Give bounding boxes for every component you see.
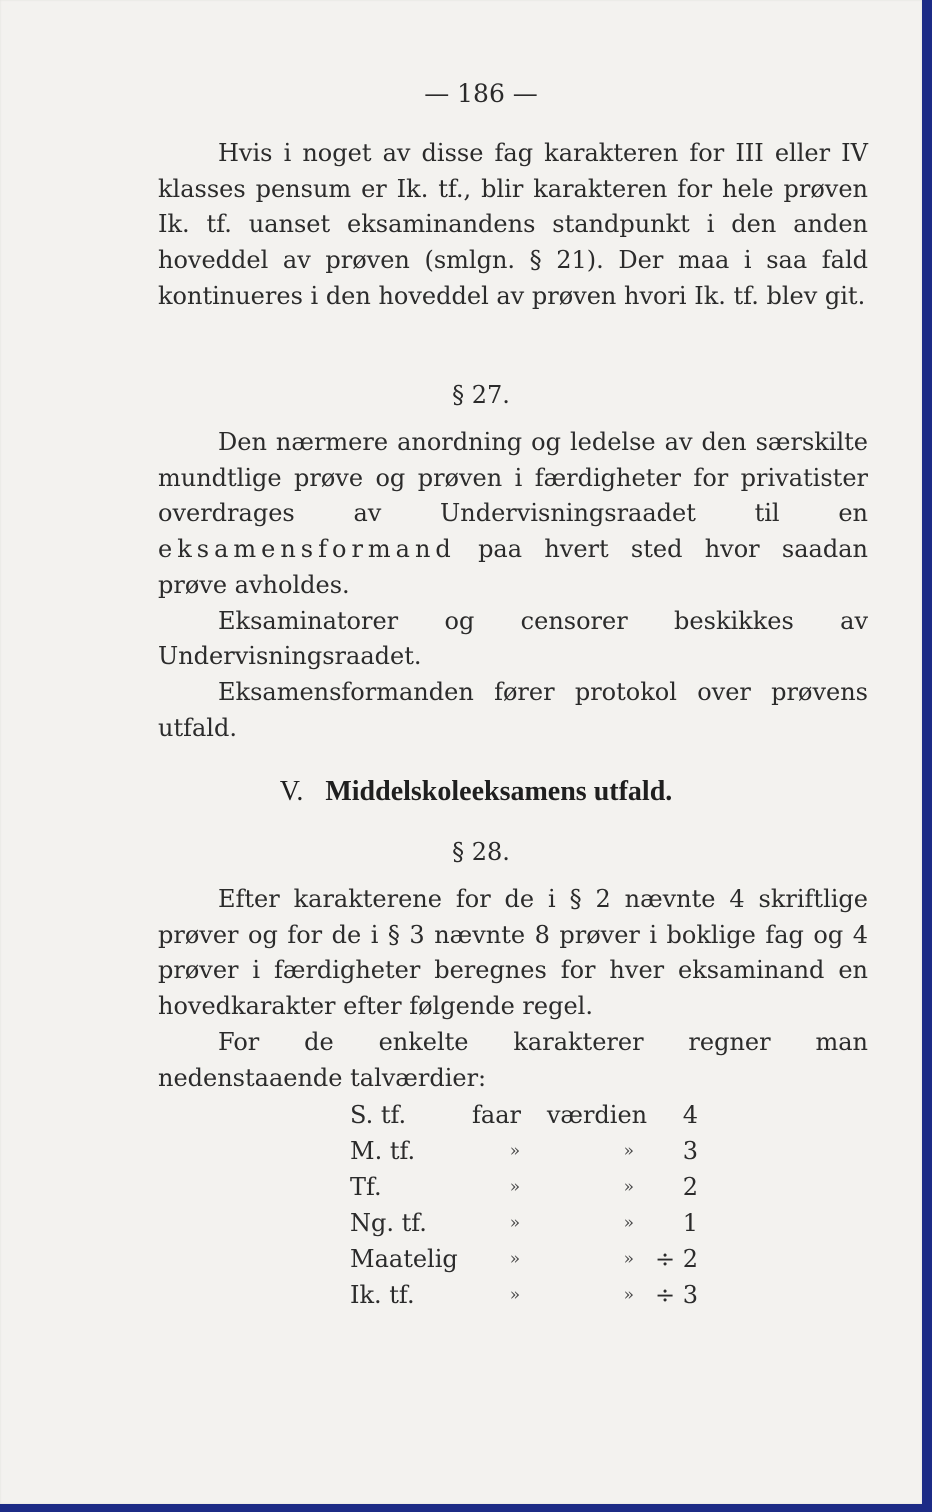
grade-cell: Ng. tf. (350, 1209, 427, 1237)
section-28-heading: § 28. (452, 838, 510, 866)
ditto-mark: » (509, 1285, 521, 1305)
grade-cell: Ik. tf. (350, 1281, 415, 1309)
text-block-top (158, 136, 868, 315)
section-27-paragraph-3: Eksamensformanden fører protokol over prøvens utfald. (158, 677, 868, 742)
chapter-title (0, 776, 922, 808)
grade-value-table (350, 1097, 698, 1313)
value-cell: 1 (682, 1209, 698, 1237)
section-28-paragraph-1: Efter karakterene for de i § 2 nævnte 4 skriftlige prøver og for de i § 3 nævnte 8 prøver i boklige fag og 4 prøver i færdigheter beregnes for hver eksaminand en hovedkarakter efter følgende regel. (158, 885, 868, 1021)
chapter-roman-numeral: V. (279, 776, 304, 807)
verb-cell: faar (472, 1101, 521, 1129)
ditto-mark: » (509, 1141, 521, 1161)
value-cell: 4 (682, 1101, 698, 1129)
table-row (350, 1097, 698, 1133)
section-27-p1-spaced-word: eksamensformand (158, 535, 456, 564)
grade-cell: S. tf. (350, 1101, 407, 1129)
value-cell: ÷ 3 (654, 1281, 698, 1309)
ditto-mark: » (623, 1213, 634, 1233)
paragraph-1: Hvis i noget av disse fag karakteren for III eller IV klasses pensum er Ik. tf., blir karakteren for hele prøven Ik. tf. uanset eksaminandens standpunkt i den anden hoveddel av prøven (smlgn. § 21). Der maa i saa fald kontinueres i den hoveddel av prøven hvori Ik. tf. blev git. (158, 139, 868, 310)
ditto-mark: » (623, 1285, 634, 1305)
grade-cell: M. tf. (350, 1137, 416, 1165)
section-28-paragraph-2: For de enkelte karakterer regner man nedenstaaende talværdier: (158, 1027, 868, 1092)
section-28-body (158, 882, 868, 1096)
table-row (350, 1277, 698, 1313)
value-cell: ÷ 2 (654, 1245, 698, 1273)
section-27-paragraph-2: Eksaminatorer og censorer beskikkes av Undervisningsraadet. (158, 606, 868, 671)
noun-cell: værdien (546, 1101, 648, 1129)
chapter-title-text: Middelskoleeksamens utfald. (325, 776, 673, 807)
section-27-paragraph-1 (158, 425, 868, 604)
section-27-heading: § 27. (452, 381, 510, 409)
table-row (350, 1205, 698, 1241)
ditto-mark: » (623, 1141, 634, 1161)
ditto-mark: » (623, 1249, 634, 1269)
section-27-p1-part-b: paa hvert sted hvor saadan prøve avholdes. (158, 535, 868, 599)
ditto-mark: » (509, 1249, 521, 1269)
section-27-body (158, 425, 868, 746)
table-row (350, 1169, 698, 1205)
grade-cell: Tf. (350, 1173, 382, 1201)
section-27-p1-part-a: Den nærmere anordning og ledelse av den særskilte mundtlige prøve og prøven i færdigheter for privatister overdrages av Undervisningsraadet til en (158, 428, 868, 528)
table-row (350, 1241, 698, 1277)
page-number: — 186 — (424, 79, 538, 108)
ditto-mark: » (509, 1213, 521, 1233)
table-row (350, 1133, 698, 1169)
ditto-mark: » (623, 1177, 634, 1197)
value-cell: 3 (682, 1137, 698, 1165)
value-cell: 2 (682, 1173, 698, 1201)
ditto-mark: » (509, 1177, 521, 1197)
grade-cell: Maatelig (350, 1245, 458, 1273)
